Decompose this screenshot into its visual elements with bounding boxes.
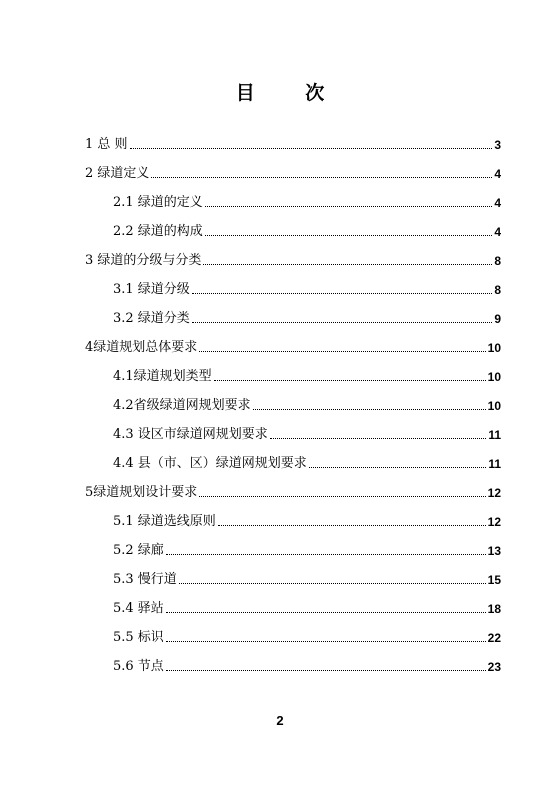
leader-dots [192,292,493,294]
leader-dots [166,553,486,555]
toc-entry-3-1[interactable] [113,281,501,299]
toc-entry-5-6[interactable] [113,658,501,676]
toc-entry-label: 4.3 设区市绿道网规划要求 [113,427,268,442]
toc-entry-label: 4.2省级绿道网规划要求 [113,398,251,413]
toc-entry-page: 10 [487,341,501,355]
leader-dots [192,321,493,323]
toc-entry-5-3[interactable] [113,571,501,589]
leader-dots [309,466,487,468]
toc-entry-3-2[interactable] [113,310,501,328]
leader-dots [253,408,486,410]
leader-dots [166,611,486,613]
toc-entry-label: 5.1 绿道选线原则 [113,514,216,529]
leader-dots [203,263,492,265]
toc-entry-4-1[interactable] [113,368,501,386]
toc-entry-4-3[interactable] [113,426,501,444]
toc-entry-2-2[interactable] [113,223,501,241]
leader-dots [179,582,486,584]
toc-entry-label: 3.1 绿道分级 [113,282,190,297]
toc-entry-label: 3 绿道的分级与分类 [85,253,202,268]
toc-entry-label: 5.5 标识 [113,630,164,645]
toc-entry-page: 8 [494,254,501,268]
leader-dots [270,437,487,439]
toc-entry-label: 5.4 驿站 [113,601,164,616]
toc-entry-label: 4.1绿道规划类型 [113,369,212,384]
toc-entry-page: 4 [494,167,501,181]
toc-entry-page: 10 [487,370,501,384]
leader-dots [166,640,486,642]
toc-entry-2-1[interactable] [113,194,501,212]
toc-entry-page: 10 [487,399,501,413]
toc-entry-label: 5.6 节点 [113,659,164,674]
toc-entry-label: 5.2 绿廊 [113,543,164,558]
toc-entry-page: 13 [487,544,501,558]
toc-entry-4-4[interactable] [113,455,501,473]
toc-entry-page: 8 [494,283,501,297]
toc-entry-1[interactable] [85,136,501,154]
toc-entry-label: 3.2 绿道分类 [113,311,190,326]
toc-entry-5-1[interactable] [113,513,501,531]
toc-entry-4-2[interactable] [113,397,501,415]
page-number: 2 [276,713,284,728]
toc-entry-label: 5绿道规划设计要求 [85,485,198,500]
leader-dots [151,176,492,178]
toc-entry-4[interactable] [85,339,501,357]
toc-entry-page: 11 [488,457,501,471]
toc-entry-page: 15 [487,573,501,587]
toc-entry-page: 22 [487,631,501,645]
leader-dots [166,669,486,671]
toc-entry-label: 4.4 县（市、区）绿道网规划要求 [113,456,307,471]
toc-entry-page: 11 [488,428,501,442]
toc-entry-page: 9 [494,312,501,326]
toc-entry-label: 4绿道规划总体要求 [85,340,198,355]
leader-dots [218,524,486,526]
toc-entry-page: 18 [487,602,501,616]
toc-entry-3[interactable] [85,252,501,270]
toc-entry-5-4[interactable] [113,600,501,618]
toc-entry-label: 2.2 绿道的构成 [113,224,203,239]
leader-dots [199,495,485,497]
toc-entry-page: 23 [487,660,501,674]
leader-dots [130,147,493,149]
toc-entry-page: 4 [494,196,501,210]
toc-entry-label: 1 总 则 [85,137,128,152]
toc-entry-5[interactable] [85,484,501,502]
leader-dots [205,234,493,236]
toc-entry-page: 4 [494,225,501,239]
toc-entry-page: 12 [487,486,501,500]
toc-entry-label: 5.3 慢行道 [113,572,177,587]
toc-title: 目 次 [235,82,347,104]
toc-entry-5-5[interactable] [113,629,501,647]
toc-entry-label: 2.1 绿道的定义 [113,195,203,210]
toc-entry-page: 3 [494,138,501,152]
toc-entry-label: 2 绿道定义 [85,166,150,181]
leader-dots [214,379,486,381]
toc-entry-5-2[interactable] [113,542,501,560]
leader-dots [199,350,485,352]
leader-dots [205,205,493,207]
toc-entry-2[interactable] [85,165,501,183]
toc-entry-page: 12 [487,515,501,529]
